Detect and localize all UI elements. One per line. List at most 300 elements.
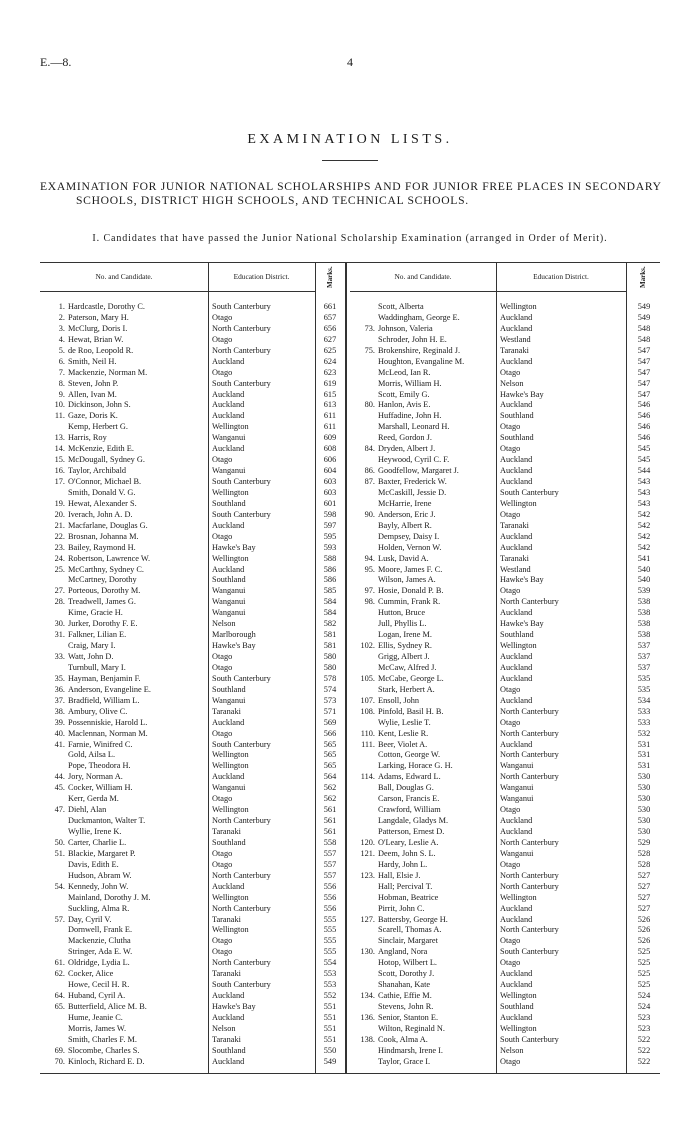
table-row	[40, 499, 350, 510]
candidate-marks: 538	[637, 630, 651, 640]
candidate-name: Houghton, Evangaline M.	[378, 356, 465, 366]
table-row	[40, 761, 350, 772]
table-row	[40, 816, 350, 827]
education-district: Wanganui	[500, 761, 534, 771]
candidate-name: McCartney, Dorothy	[68, 575, 137, 585]
candidate-marks: 542	[637, 520, 651, 530]
education-district: Auckland	[500, 608, 533, 618]
table-row	[40, 619, 350, 630]
education-district: Southland	[212, 1045, 246, 1055]
table-row	[40, 740, 350, 751]
candidate-marks: 569	[323, 717, 337, 727]
candidate-marks: 542	[637, 531, 651, 541]
candidate-number: 69.	[54, 1045, 65, 1055]
candidate-name: Senior, Stanton E.	[378, 1012, 439, 1022]
table-row	[350, 772, 660, 783]
table-row	[350, 499, 660, 510]
education-district: Southland	[500, 411, 534, 421]
table-row	[40, 565, 350, 576]
table-row	[40, 1024, 350, 1035]
candidate-marks: 598	[323, 509, 337, 519]
candidate-name: Butterfield, Alice M. B.	[68, 1002, 147, 1011]
candidate-marks: 533	[637, 706, 651, 716]
table-row	[40, 1046, 350, 1057]
candidate-name: Robertson, Lawrence W.	[68, 553, 151, 563]
table-row	[40, 947, 350, 958]
candidate-name: Dempsey, Daisy I.	[378, 531, 440, 541]
table-row	[40, 772, 350, 783]
education-district: Nelson	[212, 1023, 236, 1033]
education-district: Southland	[500, 1002, 534, 1011]
candidate-marks: 529	[637, 837, 651, 847]
education-district: Auckland	[212, 772, 245, 782]
education-district: North Canterbury	[500, 706, 559, 716]
candidate-name: Dickinson, John S.	[68, 400, 131, 410]
candidate-number: 5.	[58, 345, 65, 355]
candidate-marks: 625	[323, 345, 337, 355]
table-row	[40, 925, 350, 936]
candidate-name: Hall, Elsie J.	[378, 870, 421, 880]
candidate-marks: 548	[637, 334, 651, 344]
table-row	[40, 860, 350, 871]
candidate-name: Scott, Alberta	[378, 302, 424, 311]
candidate-number: 38.	[54, 706, 65, 716]
table-row	[40, 696, 350, 707]
candidate-name: Craig, Mary I.	[68, 641, 116, 651]
candidate-number: 80.	[364, 400, 375, 410]
table-row	[40, 1002, 350, 1013]
education-district: Otago	[212, 367, 233, 377]
education-district: Auckland	[212, 411, 245, 421]
education-district: Nelson	[500, 1045, 524, 1055]
candidate-marks: 530	[637, 783, 651, 793]
candidate-name: Brokenshire, Reginald J.	[378, 345, 461, 355]
candidate-number: 44.	[54, 772, 65, 782]
candidate-name: Stringer, Ada E. W.	[68, 947, 133, 957]
education-district: Nelson	[212, 619, 236, 629]
candidate-marks: 611	[323, 411, 337, 421]
table-row	[350, 565, 660, 576]
candidate-number: 127.	[360, 914, 375, 924]
table-row	[350, 466, 660, 477]
candidate-marks: 580	[323, 662, 337, 672]
candidate-name: Slocombe, Charles S.	[68, 1045, 140, 1055]
candidate-marks: 558	[323, 837, 337, 847]
candidate-marks: 564	[323, 772, 337, 782]
education-district: Wellington	[500, 991, 537, 1001]
candidate-marks: 525	[637, 980, 651, 990]
education-district: Auckland	[500, 914, 533, 924]
education-district: Auckland	[212, 1012, 245, 1022]
candidate-name: Hardcastle, Dorothy C.	[68, 302, 145, 311]
table-row	[40, 586, 350, 597]
candidate-name: Hotop, Wilbert L.	[378, 958, 437, 968]
table-row	[350, 947, 660, 958]
candidate-name: Day, Cyril V.	[68, 914, 112, 924]
candidate-number: 24.	[54, 553, 65, 563]
candidate-number: 8.	[58, 378, 65, 388]
candidate-marks: 540	[637, 575, 651, 585]
candidate-name: Kennedy, John W.	[68, 881, 129, 891]
education-district: Wellington	[212, 750, 249, 760]
candidate-name: Harris, Roy	[68, 433, 107, 443]
candidate-name: Kinloch, Richard E. D.	[68, 1056, 145, 1066]
candidate-marks: 522	[637, 1034, 651, 1044]
education-district: Southland	[500, 630, 534, 640]
education-district: Otago	[500, 958, 521, 968]
table-row	[40, 882, 350, 893]
header-marks-left: Marks.	[315, 262, 345, 292]
table-row	[350, 313, 660, 324]
candidate-marks: 584	[323, 597, 337, 607]
candidate-name: Smith, Neil H.	[68, 356, 117, 366]
candidate-marks: 601	[323, 498, 337, 508]
candidate-name: Ensoll, John	[378, 695, 420, 705]
education-district: Westland	[500, 334, 531, 344]
education-district: Auckland	[500, 739, 533, 749]
candidate-name: Possenniskie, Harold L.	[68, 717, 148, 727]
education-district: Otago	[500, 586, 521, 596]
education-district: Hawke's Bay	[500, 389, 544, 399]
table-row	[40, 433, 350, 444]
table-row	[40, 904, 350, 915]
table-row	[350, 750, 660, 761]
table-row	[350, 433, 660, 444]
candidate-number: 17.	[54, 477, 65, 486]
education-district: South Canterbury	[500, 947, 559, 957]
candidate-name: Logan, Irene M.	[378, 630, 432, 640]
candidate-marks: 603	[323, 487, 337, 497]
education-district: Otago	[500, 859, 521, 869]
table-row	[350, 1057, 660, 1068]
candidate-marks: 555	[323, 925, 337, 935]
candidate-number: 4.	[58, 334, 65, 344]
header-district-left: Education District.	[208, 262, 315, 292]
candidate-marks: 555	[323, 936, 337, 946]
candidate-name: Falkner, Lilian E.	[68, 630, 127, 640]
candidate-marks: 578	[323, 673, 337, 683]
education-district: North Canterbury	[500, 750, 559, 760]
education-district: Wellington	[212, 892, 249, 902]
candidate-marks: 546	[637, 411, 651, 421]
table-row	[350, 444, 660, 455]
candidate-marks: 627	[323, 334, 337, 344]
candidate-marks: 523	[637, 1023, 651, 1033]
candidate-marks: 537	[637, 662, 651, 672]
education-district: Taranaki	[212, 969, 241, 979]
table-row	[40, 674, 350, 685]
candidate-name: Marshall, Leonard H.	[378, 422, 450, 432]
table-row	[40, 641, 350, 652]
candidate-name: Wylie, Leslie T.	[378, 717, 431, 727]
candidate-marks: 546	[637, 433, 651, 443]
candidate-marks: 528	[637, 859, 651, 869]
table-row	[40, 390, 350, 401]
candidate-marks: 580	[323, 652, 337, 661]
candidate-marks: 531	[637, 761, 651, 771]
candidate-marks: 532	[637, 728, 651, 738]
candidate-number: 51.	[54, 848, 65, 858]
candidate-number: 16.	[54, 466, 65, 476]
candidate-number: 40.	[54, 728, 65, 738]
candidate-marks: 549	[323, 1056, 337, 1066]
education-district: Auckland	[212, 444, 245, 454]
table-row	[40, 313, 350, 324]
education-district: Hawke's Bay	[500, 575, 544, 585]
candidate-marks: 526	[637, 936, 651, 946]
candidate-marks: 551	[323, 1012, 337, 1022]
candidate-name: Turnbull, Mary I.	[68, 662, 126, 672]
candidate-marks: 554	[323, 958, 337, 968]
table-row	[350, 411, 660, 422]
candidate-name: Cotton, George W.	[378, 750, 441, 760]
table-row	[350, 838, 660, 849]
education-district: Wanganui	[212, 433, 246, 443]
education-district: Wellington	[212, 487, 249, 497]
candidate-name: Waddingham, George E.	[378, 312, 460, 322]
education-district: Otago	[212, 728, 233, 738]
candidate-name: McClurg, Doris I.	[68, 323, 128, 333]
education-district: North Canterbury	[500, 881, 559, 891]
candidate-name: Holden, Vernon W.	[378, 542, 442, 552]
candidate-number: 123.	[360, 870, 375, 880]
candidate-marks: 552	[323, 991, 337, 1001]
candidate-name: Treadwell, James G.	[68, 597, 136, 607]
candidate-name: Gaze, Doris K.	[68, 411, 118, 421]
table-row	[40, 729, 350, 740]
table-row	[40, 422, 350, 433]
education-district: Otago	[500, 509, 521, 519]
education-district: North Canterbury	[212, 816, 271, 826]
candidate-number: 22.	[54, 531, 65, 541]
candidate-name: Shanahan, Kate	[378, 980, 431, 990]
candidate-name: Beer, Violet A.	[378, 739, 428, 749]
candidate-name: Bailey, Raymond H.	[68, 542, 136, 552]
education-district: Wanganui	[212, 695, 246, 705]
table-row	[350, 1046, 660, 1057]
candidate-name: Davis, Edith E.	[68, 859, 119, 869]
table-row	[350, 707, 660, 718]
candidate-marks: 565	[323, 750, 337, 760]
table-row	[350, 980, 660, 991]
education-district: North Canterbury	[500, 925, 559, 935]
table-row	[40, 357, 350, 368]
education-district: Wanganui	[212, 597, 246, 607]
education-district: Auckland	[500, 673, 533, 683]
candidate-name: Cummin, Frank R.	[378, 597, 441, 607]
education-district: Auckland	[212, 356, 245, 366]
education-district: Wanganui	[500, 783, 534, 793]
candidate-number: 2.	[58, 312, 65, 322]
candidate-number: 47.	[54, 805, 65, 815]
candidate-marks: 619	[323, 378, 337, 388]
table-row	[350, 554, 660, 565]
education-district: Taranaki	[212, 914, 241, 924]
candidate-number: 20.	[54, 509, 65, 519]
candidate-name: Hindmarsh, Irene I.	[378, 1045, 443, 1055]
candidate-marks: 581	[323, 630, 337, 640]
candidate-number: 7.	[58, 367, 65, 377]
table-row	[350, 324, 660, 335]
education-district: Auckland	[500, 980, 533, 990]
candidate-name: Smith, Charles F. M.	[68, 1034, 137, 1044]
education-district: Auckland	[500, 827, 533, 836]
education-district: Auckland	[500, 695, 533, 705]
candidate-number: 87.	[364, 477, 375, 486]
education-district: Auckland	[212, 991, 245, 1001]
candidate-marks: 613	[323, 400, 337, 410]
candidate-marks: 565	[323, 739, 337, 749]
table-row	[40, 477, 350, 488]
candidate-name: McCarthny, Sydney C.	[68, 564, 144, 574]
table-row	[40, 554, 350, 565]
table-row	[40, 958, 350, 969]
candidate-name: Hardy, John L.	[378, 859, 428, 869]
education-district: Auckland	[500, 455, 533, 465]
candidate-marks: 538	[637, 608, 651, 618]
candidate-name: Mackenzie, Clutha	[68, 936, 131, 946]
candidate-marks: 566	[323, 728, 337, 738]
candidate-marks: 556	[323, 903, 337, 913]
candidate-marks: 535	[637, 684, 651, 694]
candidate-marks: 551	[323, 1034, 337, 1044]
candidate-marks: 548	[637, 323, 651, 333]
candidate-number: 70.	[54, 1056, 65, 1066]
candidate-name: Larking, Horace G. H.	[378, 761, 453, 771]
education-district: Otago	[500, 684, 521, 694]
table-row	[350, 422, 660, 433]
candidate-marks: 524	[637, 1002, 651, 1011]
candidate-number: 130.	[360, 947, 375, 957]
table-row	[40, 444, 350, 455]
candidate-marks: 530	[637, 827, 651, 836]
candidate-name: Morris, James W.	[68, 1023, 127, 1033]
candidate-marks: 593	[323, 542, 337, 552]
education-district: South Canterbury	[212, 477, 271, 486]
candidate-number: 98.	[364, 597, 375, 607]
education-district: Wellington	[500, 641, 537, 651]
candidate-name: Ellis, Sydney R.	[378, 641, 432, 651]
candidate-number: 54.	[54, 881, 65, 891]
candidate-number: 121.	[360, 848, 375, 858]
candidate-number: 57.	[54, 914, 65, 924]
candidate-number: 61.	[54, 958, 65, 968]
education-district: Auckland	[500, 531, 533, 541]
candidate-name: Gold, Ailsa L.	[68, 750, 116, 760]
table-row	[350, 455, 660, 466]
subtitle: EXAMINATION FOR JUNIOR NATIONAL SCHOLARSHIPS AND FOR JUNIOR FREE PLACES IN SECONDARY SCHOOLS, DISTRICT HIGH SCHOOLS, AND TECHNICAL SCHOOLS.	[40, 180, 662, 207]
education-district: Auckland	[500, 652, 533, 661]
candidate-marks: 539	[637, 586, 651, 596]
candidate-marks: 561	[323, 827, 337, 836]
page-reference: E.—8.	[40, 55, 72, 69]
candidate-marks: 542	[637, 542, 651, 552]
table-row	[350, 969, 660, 980]
candidate-name: Paterson, Mary H.	[68, 312, 129, 322]
candidate-name: Baxter, Frederick W.	[378, 477, 447, 486]
candidate-number: 13.	[54, 433, 65, 443]
candidate-name: Reed, Gordon J.	[378, 433, 432, 443]
candidate-marks: 584	[323, 608, 337, 618]
education-district: Auckland	[500, 969, 533, 979]
candidate-marks: 595	[323, 531, 337, 541]
education-district: Otago	[500, 1056, 521, 1066]
candidate-number: 107.	[360, 695, 375, 705]
candidate-name: Hall; Percival T.	[378, 881, 433, 891]
candidate-name: Blackie, Margaret P.	[68, 848, 136, 858]
candidate-name: McKenzie, Edith E.	[68, 444, 134, 454]
education-district: Hawke's Bay	[212, 641, 256, 651]
candidate-number: 14.	[54, 444, 65, 454]
candidate-number: 31.	[54, 630, 65, 640]
candidate-marks: 604	[323, 466, 337, 476]
candidate-name: de Roo, Leopold R.	[68, 345, 134, 355]
candidate-marks: 545	[637, 455, 651, 465]
candidate-name: Johnson, Valeria	[378, 323, 433, 333]
candidate-name: Lusk, David A.	[378, 553, 429, 563]
education-district: North Canterbury	[212, 870, 271, 880]
education-district: South Canterbury	[212, 980, 271, 990]
education-district: Wellington	[212, 925, 249, 935]
education-district: Auckland	[500, 816, 533, 826]
education-district: Otago	[500, 936, 521, 946]
candidate-marks: 549	[637, 302, 651, 311]
table-row	[350, 893, 660, 904]
table-row	[40, 1057, 350, 1068]
candidate-name: Anderson, Evangeline E.	[68, 684, 151, 694]
candidate-marks: 571	[323, 706, 337, 716]
candidate-number: 30.	[54, 619, 65, 629]
education-district: Wanganui	[500, 848, 534, 858]
candidate-name: Kent, Leslie R.	[378, 728, 429, 738]
education-district: North Canterbury	[500, 597, 559, 607]
candidate-name: Wyllie, Irene K.	[68, 827, 122, 836]
education-district: North Canterbury	[500, 870, 559, 880]
education-district: Otago	[212, 662, 233, 672]
education-district: Nelson	[500, 378, 524, 388]
education-district: Wellington	[500, 892, 537, 902]
candidate-marks: 547	[637, 378, 651, 388]
candidate-marks: 543	[637, 498, 651, 508]
table-row	[40, 379, 350, 390]
education-district: North Canterbury	[500, 728, 559, 738]
table-row	[350, 1024, 660, 1035]
candidate-number: 94.	[364, 553, 375, 563]
table-row	[350, 729, 660, 740]
candidate-name: Grigg, Albert J.	[378, 652, 430, 661]
candidate-number: 86.	[364, 466, 375, 476]
table-row	[40, 1013, 350, 1024]
candidate-marks: 609	[323, 433, 337, 443]
table-row	[350, 849, 660, 860]
candidate-number: 102.	[360, 641, 375, 651]
candidate-marks: 562	[323, 783, 337, 793]
candidate-number: 23.	[54, 542, 65, 552]
candidate-marks: 540	[637, 564, 651, 574]
table-row	[350, 794, 660, 805]
candidate-name: Hosie, Donald P. B.	[378, 586, 444, 596]
candidate-marks: 557	[323, 848, 337, 858]
candidate-marks: 656	[323, 323, 337, 333]
education-district: Hawke's Bay	[212, 1002, 256, 1011]
candidate-name: Taylor, Archibald	[68, 466, 127, 476]
candidate-marks: 562	[323, 794, 337, 804]
candidate-name: Howe, Cecil H. R.	[68, 980, 130, 990]
candidate-number: 138.	[360, 1034, 375, 1044]
page-number: 4	[347, 55, 353, 69]
candidate-marks: 544	[637, 466, 651, 476]
candidate-number: 75.	[364, 345, 375, 355]
